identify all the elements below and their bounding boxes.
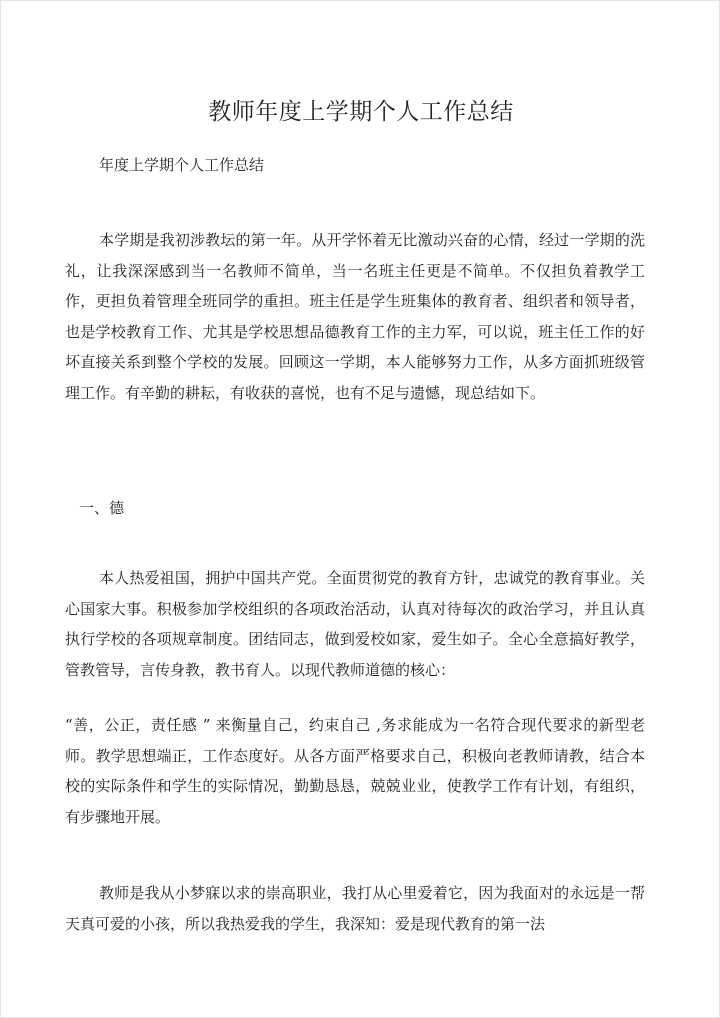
document-subtitle: 年度上学期个人工作总结 [99,156,265,174]
paragraph-love-students: 教师是我从小梦寐以求的崇高职业，我打从心里爱着它，因为我面对的永远是一帮天真可爱的小孩，所以我热爱我的学生，我深知：爱是现代教育的第一法 [65,884,645,933]
paragraph-ethics-continued: “善，公正，责任感 ” 来衡量自己，约束自己 ,务求能成为一名符合现代要求的新型老师。教学思想端正，工作态度好。从各方面严格要求自己，积极向老教师请教，结合本校的实际条件和学生的实际情况，勤勤恳恳，兢兢业业，使教学工作有计划，有组织，有步骤地开展。 [65,716,645,826]
document-title: 教师年度上学期个人工作总结 [208,99,514,125]
paragraph-ethics: 本人热爱祖国，拥护中国共产党。全面贯彻党的教育方针，忠诚党的教育事业。关心国家大事。积极参加学校组织的各项政治活动，认真对待每次的政治学习，并且认真执行学校的各项规章制度。团结同志，做到爱校如家，爱生如子。全心全意搞好教学，管教管导，言传身教，教书育人。以现代教师道德的核心： [65,569,645,679]
paragraph-intro: 本学期是我初涉教坛的第一年。从开学怀着无比激动兴奋的心情，经过一学期的洗礼，让我深深感到当一名教师不简单，当一名班主任更是不简单。不仅担负着教学工作，更担负着管理全班同学的重担。班主任是学生班集体的教育者、组织者和领导者，也是学校教育工作、尤其是学校思想品德教育工作的主力军，可以说，班主任工作的好坏直接关系到整个学校的发展。回顾这一学期，本人能够努力工作，从多方面抓班级管理工作。有辛勤的耕耘，有收获的喜悦，也有不足与遗憾，现总结如下。 [65,231,645,402]
section-heading: 一、德 [79,499,125,517]
